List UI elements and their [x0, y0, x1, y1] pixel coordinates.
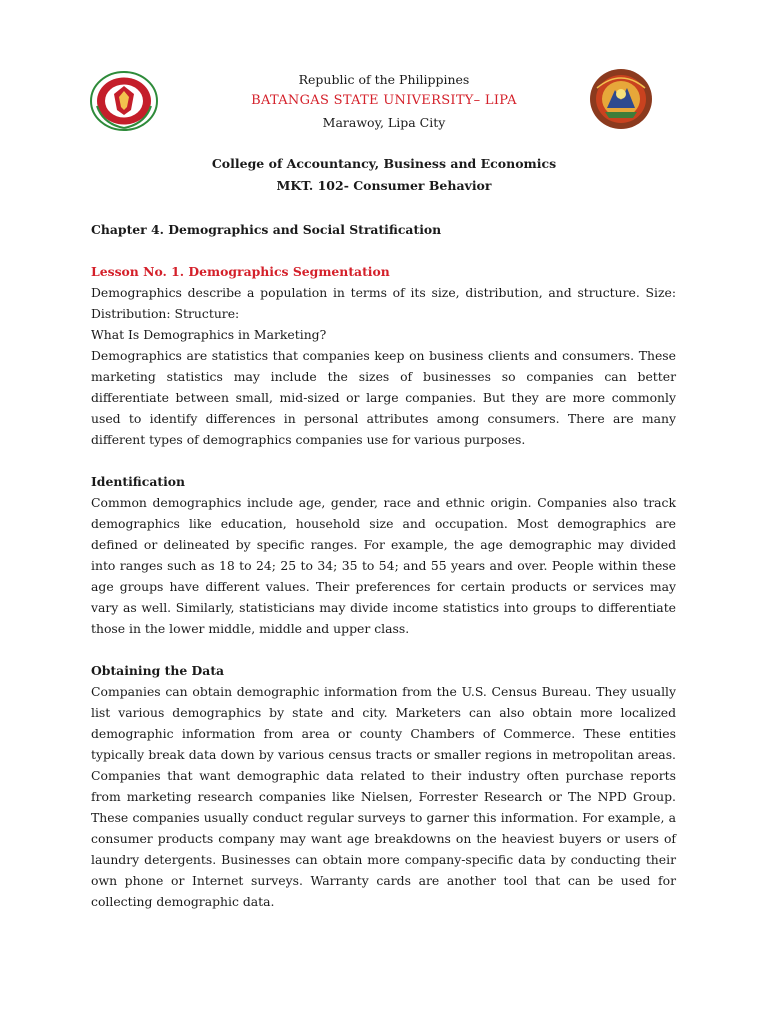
- university-name: BATANGAS STATE UNIVERSITY– LIPA: [251, 93, 517, 108]
- lesson-title: Lesson No. 1. Demographics Segmentation: [91, 264, 390, 279]
- section-text-obtaining-data: Companies can obtain demographic information from the U.S. Census Bureau. They usually list various demographics by state and city. Marketers can also obtain more localized demographic information from area or county Chambers of Commerce. These entities typically break data down by various census tracts or smaller regions in metropolitan areas. Companies that want demographic data related to their industry often purchase reports from marketing research companies like Nielsen, Forrester Research or The NPD Group. These companies usually conduct regular surveys to garner this information. For example, a consumer products company may want age breakdowns on the heaviest buyers or users of laundry detergents. Businesses can obtain more company-specific data by conducting their own phone or Internet surveys. Warranty cards are another tool that can be used for collecting demographic data.: [91, 684, 676, 909]
- document-body: [91, 261, 676, 912]
- course-title: MKT. 102- Consumer Behavior: [276, 178, 492, 193]
- lesson-answer: Demographics are statistics that companies keep on business clients and consumers. These marketing statistics may include the sizes of businesses so companies can better differentiate between small, mid-sized or large companies. But they are more commonly used to identify differences in personal attributes among consumers. There are many different types of demographics companies use for various purposes.: [91, 348, 676, 447]
- college-name: College of Accountancy, Business and Economics: [211, 156, 557, 171]
- section-text-identification: Common demographics include age, gender, race and ethnic origin. Companies also track demographics like education, household size and occupation. Most demographics are defined or delineated by specific ranges. For example, the age demographic may divided into ranges such as 18 to 24; 25 to 34; 35 to 54; and 55 years and over. People within these age groups have different values. Their preferences for certain products or services may vary as well. Similarly, statisticians may divide income statistics into groups to differentiate those in the lower middle, middle and upper class.: [91, 495, 676, 636]
- lesson-intro: Demographics describe a population in terms of its size, distribution, and structure. Size: Distribution: Structure:: [91, 285, 676, 321]
- lesson-question: What Is Demographics in Marketing?: [91, 327, 327, 342]
- section-heading-obtaining-data: Obtaining the Data: [91, 663, 225, 678]
- republic-label: Republic of the Philippines: [298, 72, 470, 87]
- chapter-title: Chapter 4. Demographics and Social Stratification: [91, 222, 442, 237]
- campus-location: Marawoy, Lipa City: [322, 115, 446, 130]
- section-heading-identification: Identification: [91, 474, 186, 489]
